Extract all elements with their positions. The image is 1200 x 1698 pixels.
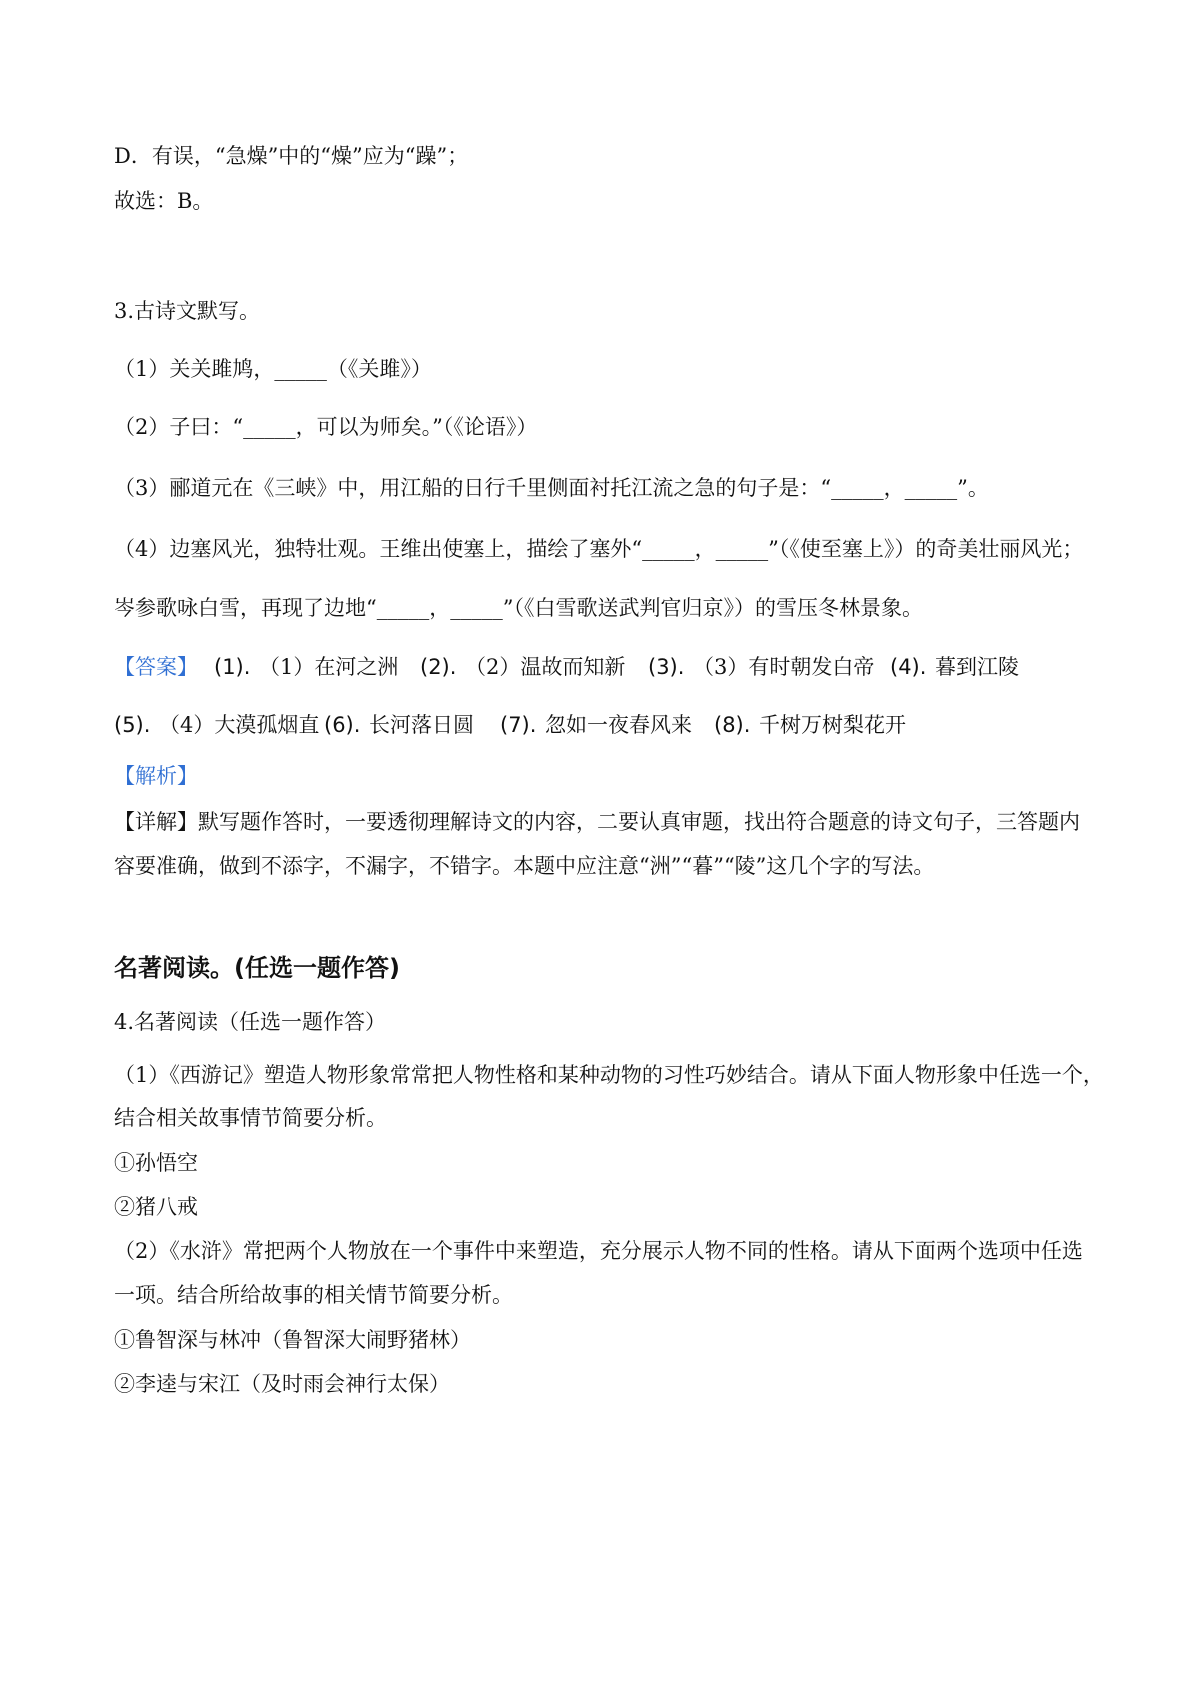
detail-line-2: 容要准确，做到不添字，不漏字，不错字。本题中应注意“洲”“暮”“陵”这几个字的写法。 — [114, 854, 935, 878]
answer-num-6: (6). — [324, 713, 361, 737]
answer-text-8: 千树万树梨花开 — [759, 713, 906, 737]
q4-title: 4.名著阅读（任选一题作答） — [114, 1010, 387, 1034]
answer-text-3: （3）有时朝发白帝 — [693, 655, 875, 679]
section-heading: 名著阅读。(任选一题作答) — [114, 954, 400, 982]
analysis-tag: 【解析】 — [114, 764, 198, 788]
q3-title: 3.古诗文默写。 — [114, 299, 261, 323]
prev-choice: 故选：B。 — [114, 189, 214, 213]
q3-item-2: （2）子曰：“_____，可以为师矣。”（《论语》） — [114, 415, 538, 439]
q4-line-3: ①孙悟空 — [114, 1151, 198, 1175]
q3-item-3: （3）郦道元在《三峡》中，用江船的日行千里侧面衬托江流之急的句子是：“_____，_____”。 — [114, 476, 989, 500]
answer-num-1: (1). — [214, 655, 251, 679]
q3-item-4-cont: 岑参歌咏白雪，再现了边地“_____，_____”（《白雪歌送武判官归京》）的雪压冬林景象。 — [114, 596, 923, 620]
answer-num-7: (7). — [500, 713, 537, 737]
answer-num-3: (3). — [648, 655, 685, 679]
prev-option-d: D．有误，“急燥”中的“燥”应为“躁”； — [114, 144, 469, 168]
detail-line-1: 【详解】默写题作答时，一要透彻理解诗文的内容，二要认真审题，找出符合题意的诗文句子，三答题内 — [114, 810, 1080, 834]
answer-tag: 【答案】 — [114, 655, 198, 679]
answer-text-7: 忽如一夜春风来 — [545, 713, 692, 737]
answer-text-4: 暮到江陵 — [935, 655, 1019, 679]
q4-line-1: （1）《西游记》塑造人物形象常常把人物性格和某种动物的习性巧妙结合。请从下面人物形象中任选一个， — [114, 1063, 1104, 1087]
q4-line-4: ②猪八戒 — [114, 1195, 198, 1219]
answer-text-5: （4）大漠孤烟直 — [159, 713, 320, 737]
q4-line-5: （2）《水浒》常把两个人物放在一个事件中来塑造，充分展示人物不同的性格。请从下面两个选项中任选 — [114, 1239, 1083, 1263]
answer-num-5: (5). — [114, 713, 151, 737]
q4-line-8: ②李逵与宋江（及时雨会神行太保） — [114, 1372, 450, 1396]
answer-text-1: （1）在河之洲 — [259, 655, 399, 679]
answer-num-2: (2). — [420, 655, 457, 679]
q4-line-7: ①鲁智深与林冲（鲁智深大闹野猪林） — [114, 1328, 471, 1352]
q4-line-6: 一项。结合所给故事的相关情节简要分析。 — [114, 1283, 513, 1307]
q4-line-2: 结合相关故事情节简要分析。 — [114, 1106, 387, 1130]
answer-text-6: 长河落日圆 — [369, 713, 474, 737]
answer-num-8: (8). — [714, 713, 751, 737]
q3-item-4: （4）边塞风光，独特壮观。王维出使塞上，描绘了塞外“_____，_____”（《使至塞上》）的奇美壮丽风光； — [114, 537, 1084, 561]
answer-num-4: (4). — [890, 655, 927, 679]
answer-text-2: （2）温故而知新 — [465, 655, 626, 679]
q3-item-1: （1）关关雎鸠，_____（《关雎》） — [114, 357, 432, 381]
